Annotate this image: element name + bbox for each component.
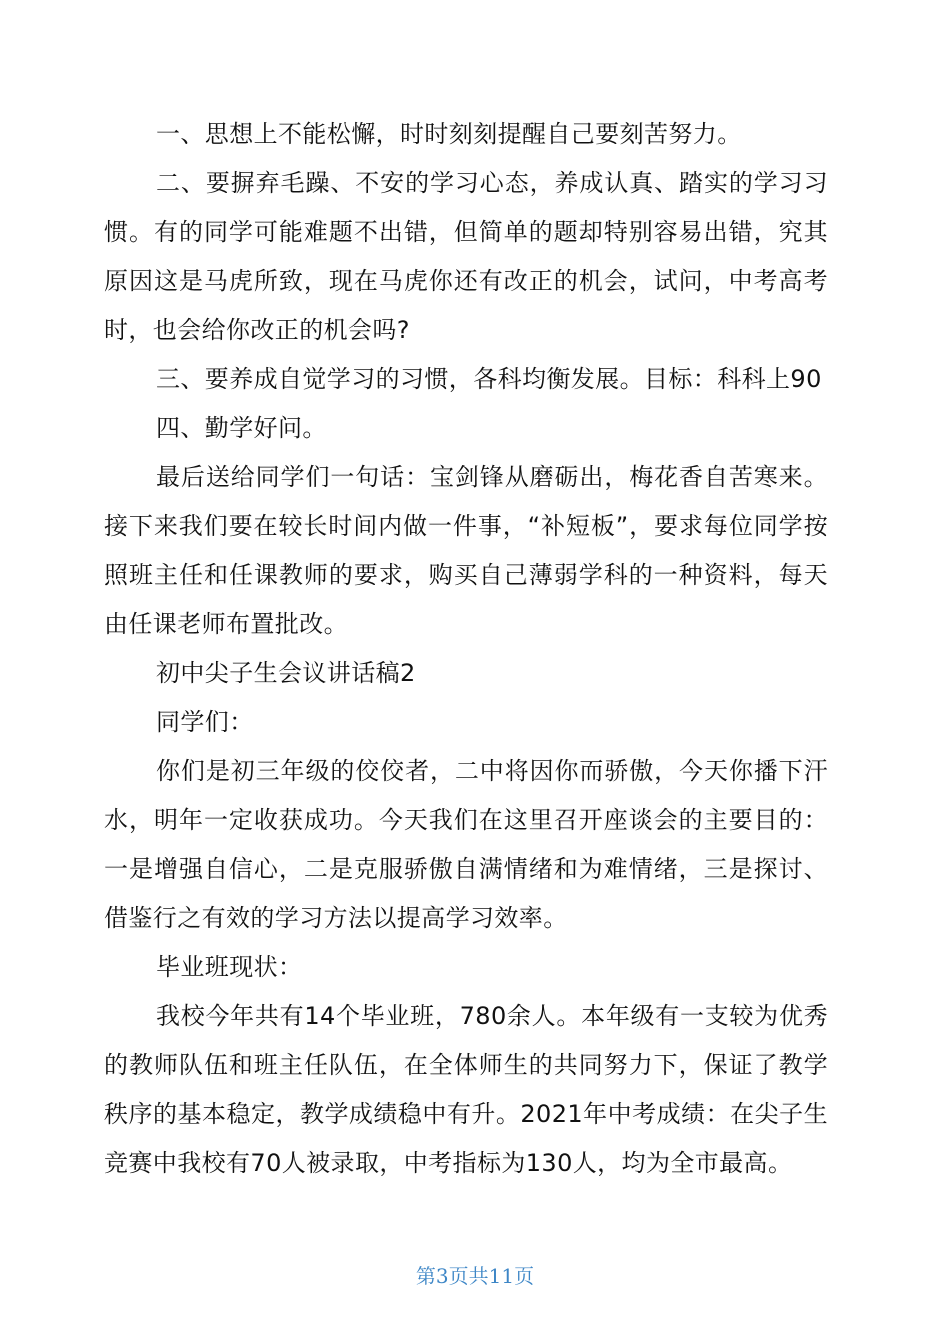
paragraph-4: 四、勤学好问。	[156, 414, 327, 442]
section-title: 初中尖子生会议讲话稿2	[156, 659, 416, 687]
paragraph-6: 你们是初三年级的佼佼者，二中将因你而骄傲，今天你播下汗水，明年一定收获成功。今天我们在这里召开座谈会的主要目的：一是增强自信心，二是克服骄傲自满情绪和为难情绪，三是探讨、借鉴行之有效的学习方法以提高学习效率。	[104, 757, 828, 932]
paragraph-7: 我校今年共有14个毕业班，780余人。本年级有一支较为优秀的教师队伍和班主任队伍，在全体师生的共同努力下，保证了教学秩序的基本稳定，教学成绩稳中有升。2021年中考成绩：在尖子生竞赛中我校有70人被录取，中考指标为130人，均为全市最高。	[104, 1002, 828, 1177]
paragraph-3: 三、要养成自觉学习的习惯，各科均衡发展。目标：科科上90	[156, 365, 822, 393]
document-body	[104, 110, 828, 1188]
page-number-footer: 第3页共11页	[415, 1264, 535, 1288]
paragraph-1: 一、思想上不能松懈，时时刻刻提醒自己要刻苦努力。	[156, 120, 742, 148]
paragraph-5: 最后送给同学们一句话：宝剑锋从磨砺出，梅花香自苦寒来。接下来我们要在较长时间内做一件事，“补短板”，要求每位同学按照班主任和任课教师的要求，购买自己薄弱学科的一种资料，每天由任课老师布置批改。	[104, 463, 828, 638]
subheading-status: 毕业班现状：	[156, 953, 303, 981]
salutation: 同学们：	[156, 708, 254, 736]
paragraph-2: 二、要摒弃毛躁、不安的学习心态，养成认真、踏实的学习习惯。有的同学可能难题不出错，但简单的题却特别容易出错，究其原因这是马虎所致，现在马虎你还有改正的机会，试问，中考高考时，也会给你改正的机会吗?	[104, 169, 828, 344]
